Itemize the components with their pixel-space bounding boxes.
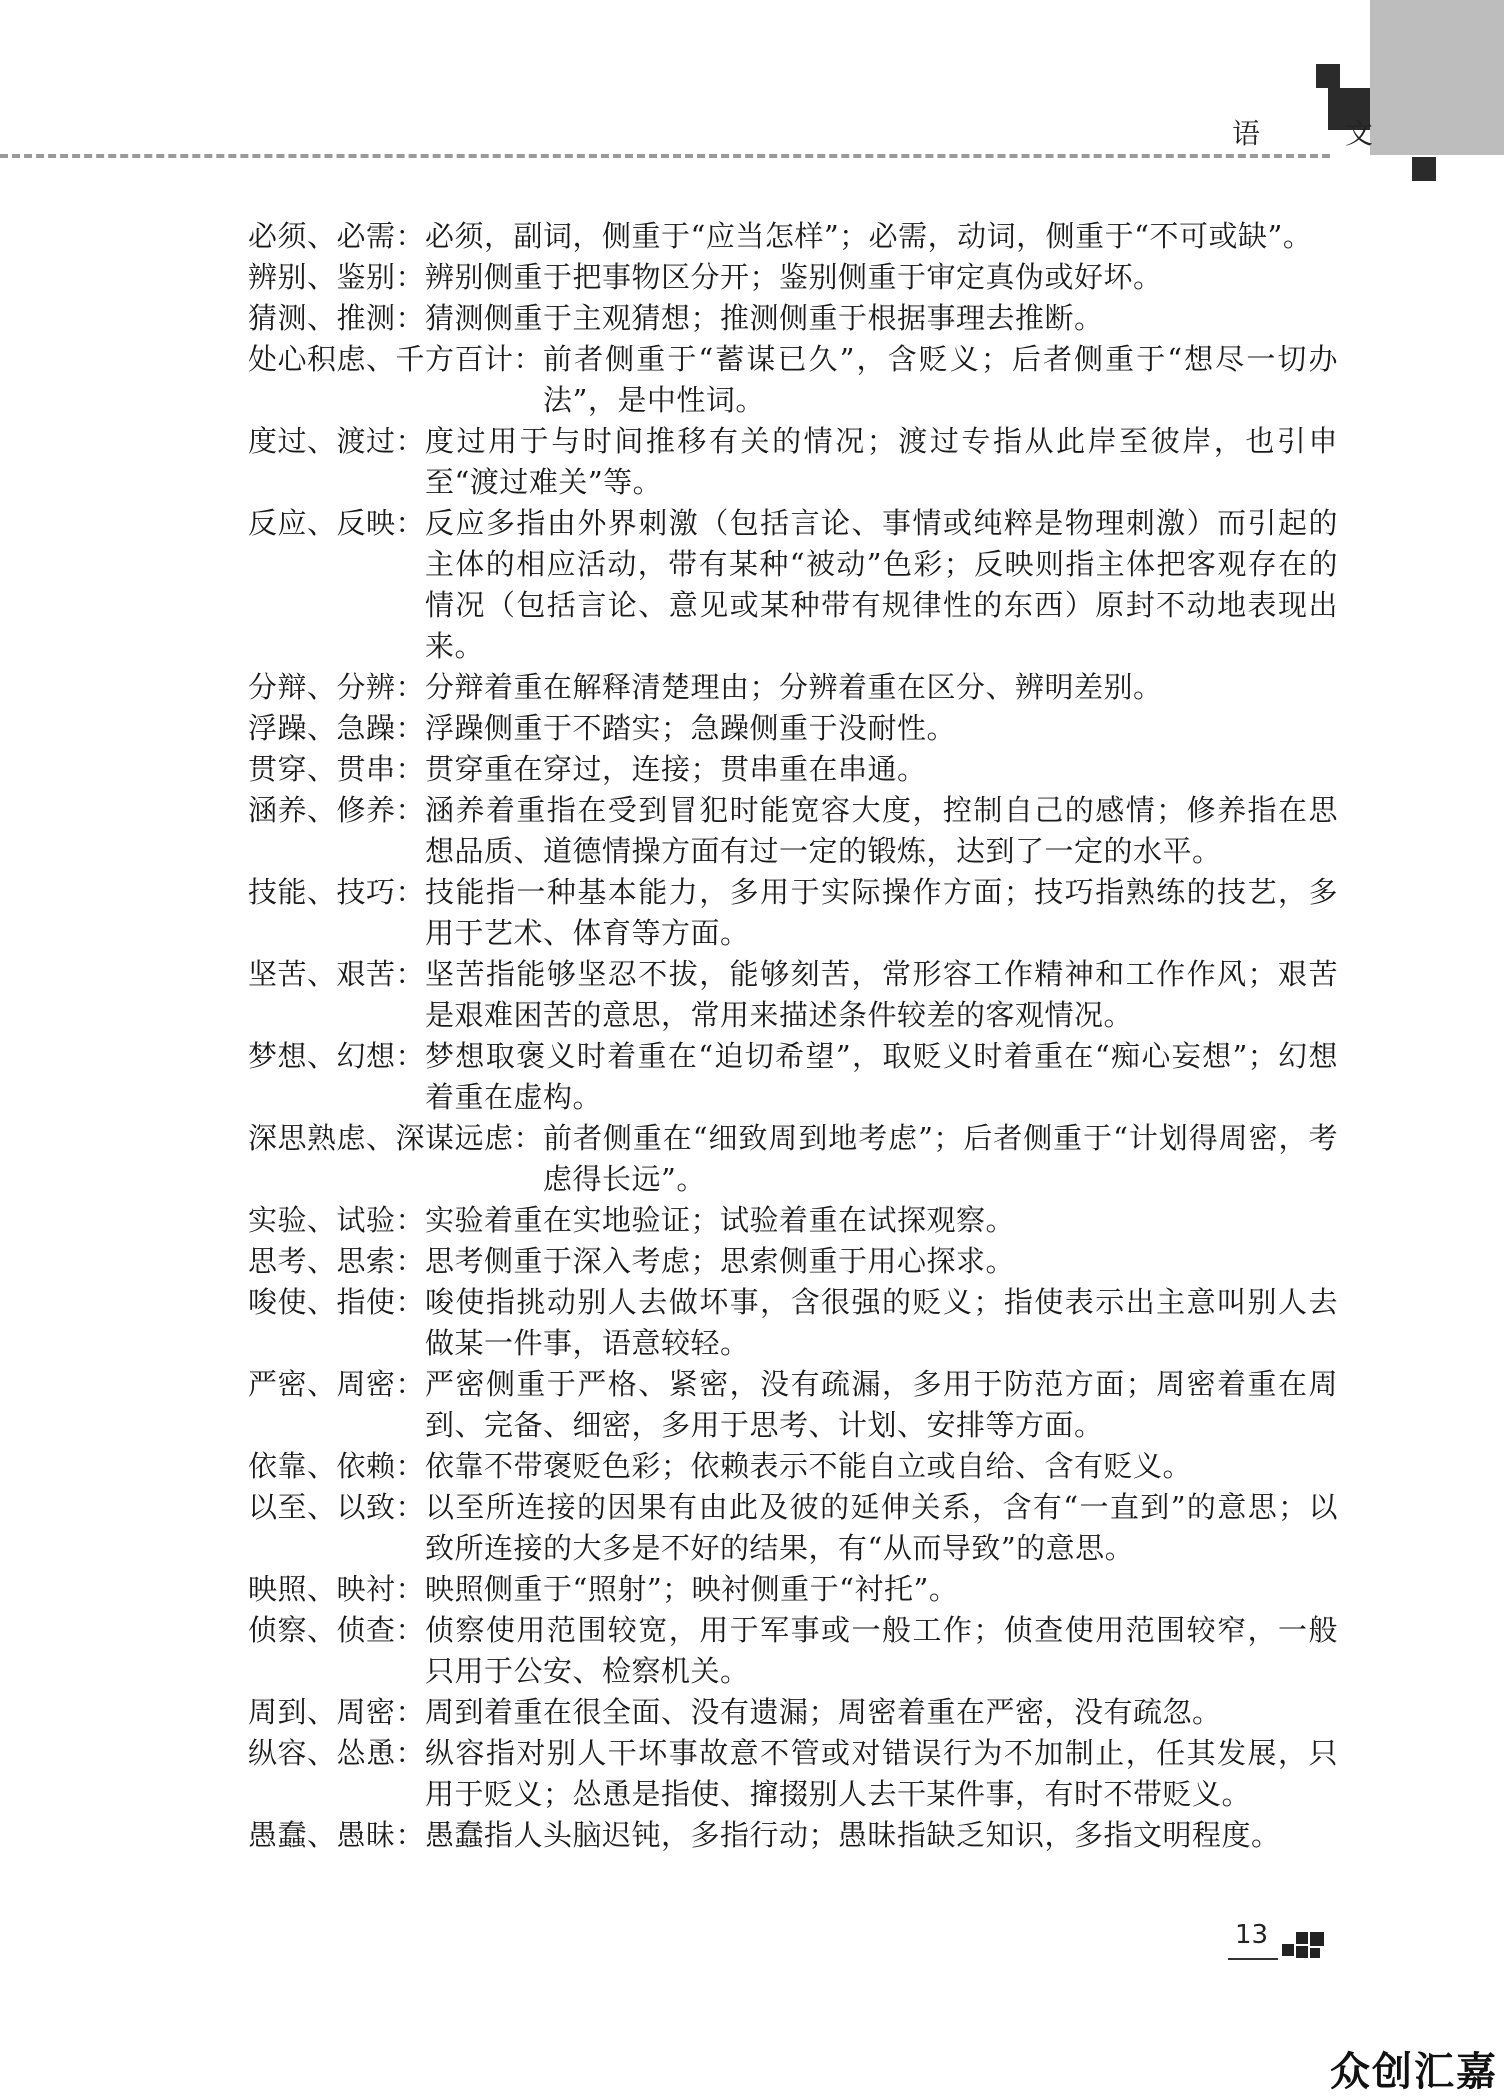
page-number-decoration (1282, 1944, 1294, 1956)
page-number: 13 (1235, 1920, 1269, 1950)
vocab-definition: 猜测侧重于主观猜想；推测侧重于根据事理去推断。 (425, 301, 1104, 335)
vocab-definition: 前者侧重于“蓄谋已久”，含贬义；后者侧重于“想尽一切办法”，是中性词。 (543, 342, 1338, 417)
vocab-term: 以至、以致： (248, 1490, 426, 1524)
vocab-definition: 依靠不带褒贬色彩；依赖表示不能自立或自给、含有贬义。 (425, 1449, 1193, 1483)
vocab-term: 贯穿、贯串： (248, 752, 426, 786)
vocab-term: 周到、周密： (248, 1695, 426, 1729)
vocab-term: 侦察、侦查： (248, 1613, 426, 1647)
vocab-term: 深思熟虑、深谋远虑： (248, 1121, 544, 1155)
vocab-definition: 坚苦指能够坚忍不拔，能够刻苦，常形容工作精神和工作作风；艰苦是艰难困苦的意思，常用来描述条件较差的客观情况。 (425, 957, 1338, 1032)
vocab-entry (248, 216, 1338, 257)
vocab-entry (248, 1569, 1338, 1610)
vocab-term: 反应、反映： (248, 506, 426, 540)
vocab-definition: 涵养着重指在受到冒犯时能宽容大度，控制自己的感情；修养指在思想品质、道德情操方面有过一定的锻炼，达到了一定的水平。 (425, 793, 1338, 868)
vocab-term: 技能、技巧： (248, 875, 426, 909)
header-square-decoration (1412, 157, 1436, 181)
vocab-term: 涵养、修养： (248, 793, 426, 827)
vocab-definition: 必须，副词，侧重于“应当怎样”；必需，动词，侧重于“不可或缺”。 (425, 219, 1313, 253)
vocab-term: 纵容、怂恿： (248, 1736, 426, 1770)
vocab-entry (248, 1282, 1338, 1364)
vocab-entry (248, 954, 1338, 1036)
vocab-term: 依靠、依赖： (248, 1449, 426, 1483)
vocabulary-list (248, 216, 1338, 1856)
vocab-definition: 度过用于与时间推移有关的情况；渡过专指从此岸至彼岸，也引申至“渡过难关”等。 (425, 424, 1338, 499)
vocab-entry (248, 421, 1338, 503)
vocab-entry (248, 1446, 1338, 1487)
vocab-definition: 愚蠢指人头脑迟钝，多指行动；愚昧指缺乏知识，多指文明程度。 (425, 1818, 1281, 1852)
vocab-definition: 实验着重在实地验证；试验着重在试探观察。 (425, 1203, 1016, 1237)
vocab-entry (248, 1364, 1338, 1446)
vocab-entry (248, 749, 1338, 790)
vocab-definition: 唆使指挑动别人去做坏事，含很强的贬义；指使表示出主意叫别人去做某一件事，语意较轻。 (425, 1285, 1338, 1360)
vocab-definition: 贯穿重在穿过，连接；贯串重在串通。 (425, 752, 927, 786)
header-dashed-divider (0, 154, 1330, 158)
vocab-entry (248, 1241, 1338, 1282)
vocab-entry (248, 1610, 1338, 1692)
vocab-term: 愚蠢、愚昧： (248, 1818, 426, 1852)
vocab-definition: 思考侧重于深入考虑；思索侧重于用心探求。 (425, 1244, 1016, 1278)
page-number-decoration (1310, 1932, 1324, 1946)
vocab-definition: 反应多指由外界刺激（包括言论、事情或纯粹是物理刺激）而引起的主体的相应活动，带有某种“被动”色彩；反映则指主体把客观存在的情况（包括言论、意见或某种带有规律性的东西）原封不动地表现出来。 (425, 506, 1338, 663)
vocab-entry (248, 1733, 1338, 1815)
vocab-definition: 映照侧重于“照射”；映衬侧重于“衬托”。 (425, 1572, 959, 1606)
vocab-definition: 严密侧重于严格、紧密，没有疏漏，多用于防范方面；周密着重在周到、完备、细密，多用于思考、计划、安排等方面。 (425, 1367, 1338, 1442)
vocab-entry (248, 790, 1338, 872)
vocab-definition: 分辩着重在解释清楚理由；分辨着重在区分、辨明差别。 (425, 670, 1163, 704)
vocab-entry (248, 667, 1338, 708)
vocab-definition: 技能指一种基本能力，多用于实际操作方面；技巧指熟练的技艺，多用于艺术、体育等方面。 (425, 875, 1338, 950)
page-number-decoration (1310, 1948, 1320, 1958)
vocab-term: 唆使、指使： (248, 1285, 426, 1319)
page-number-decoration (1296, 1932, 1308, 1944)
vocab-definition: 纵容指对别人干坏事故意不管或对错误行为不加制止，任其发展，只用于贬义；怂恿是指使、撺掇别人去干某件事，有时不带贬义。 (425, 1736, 1338, 1811)
vocab-definition: 辨别侧重于把事物区分开；鉴别侧重于审定真伪或好坏。 (425, 260, 1163, 294)
header-square-decoration (1316, 64, 1340, 88)
vocab-entry (248, 298, 1338, 339)
vocab-term: 思考、思索： (248, 1244, 426, 1278)
vocab-entry (248, 1692, 1338, 1733)
vocab-term: 必须、必需： (248, 219, 426, 253)
watermark-logo: 众创汇嘉 (1330, 2049, 1498, 2095)
vocab-term: 辨别、鉴别： (248, 260, 426, 294)
vocab-term: 实验、试验： (248, 1203, 426, 1237)
vocab-term: 猜测、推测： (248, 301, 426, 335)
vocab-entry (248, 1036, 1338, 1118)
page-number-underline (1228, 1958, 1278, 1960)
vocab-entry (248, 257, 1338, 298)
vocab-entry (248, 1815, 1338, 1856)
vocab-definition: 梦想取褒义时着重在“迫切希望”，取贬义时着重在“痴心妄想”；幻想着重在虚构。 (425, 1039, 1338, 1114)
vocab-definition: 侦察使用范围较宽，用于军事或一般工作；侦查使用范围较窄，一般只用于公安、检察机关。 (425, 1613, 1338, 1688)
vocab-definition: 前者侧重在“细致周到地考虑”；后者侧重于“计划得周密，考虑得长远”。 (543, 1121, 1338, 1196)
vocab-entry (248, 708, 1338, 749)
vocab-term: 严密、周密： (248, 1367, 426, 1401)
vocab-entry (248, 339, 1338, 421)
vocab-entry (248, 872, 1338, 954)
vocab-term: 坚苦、艰苦： (248, 957, 426, 991)
vocab-entry (248, 1487, 1338, 1569)
vocab-entry (248, 1118, 1338, 1200)
vocab-entry (248, 503, 1338, 667)
vocab-definition: 浮躁侧重于不踏实；急躁侧重于没耐性。 (425, 711, 957, 745)
vocab-term: 浮躁、急躁： (248, 711, 426, 745)
vocab-definition: 以至所连接的因果有由此及彼的延伸关系，含有“一直到”的意思；以致所连接的大多是不好的结果，有“从而导致”的意思。 (425, 1490, 1338, 1565)
page-number-decoration (1296, 1946, 1308, 1958)
subject-title: 语 文 (1232, 117, 1411, 150)
vocab-term: 处心积虑、千方百计： (248, 342, 544, 376)
vocab-term: 度过、渡过： (248, 424, 426, 458)
vocab-term: 梦想、幻想： (248, 1039, 426, 1073)
vocab-term: 映照、映衬： (248, 1572, 426, 1606)
vocab-definition: 周到着重在很全面、没有遗漏；周密着重在严密，没有疏忽。 (425, 1695, 1222, 1729)
vocab-term: 分辩、分辨： (248, 670, 426, 704)
vocab-entry (248, 1200, 1338, 1241)
